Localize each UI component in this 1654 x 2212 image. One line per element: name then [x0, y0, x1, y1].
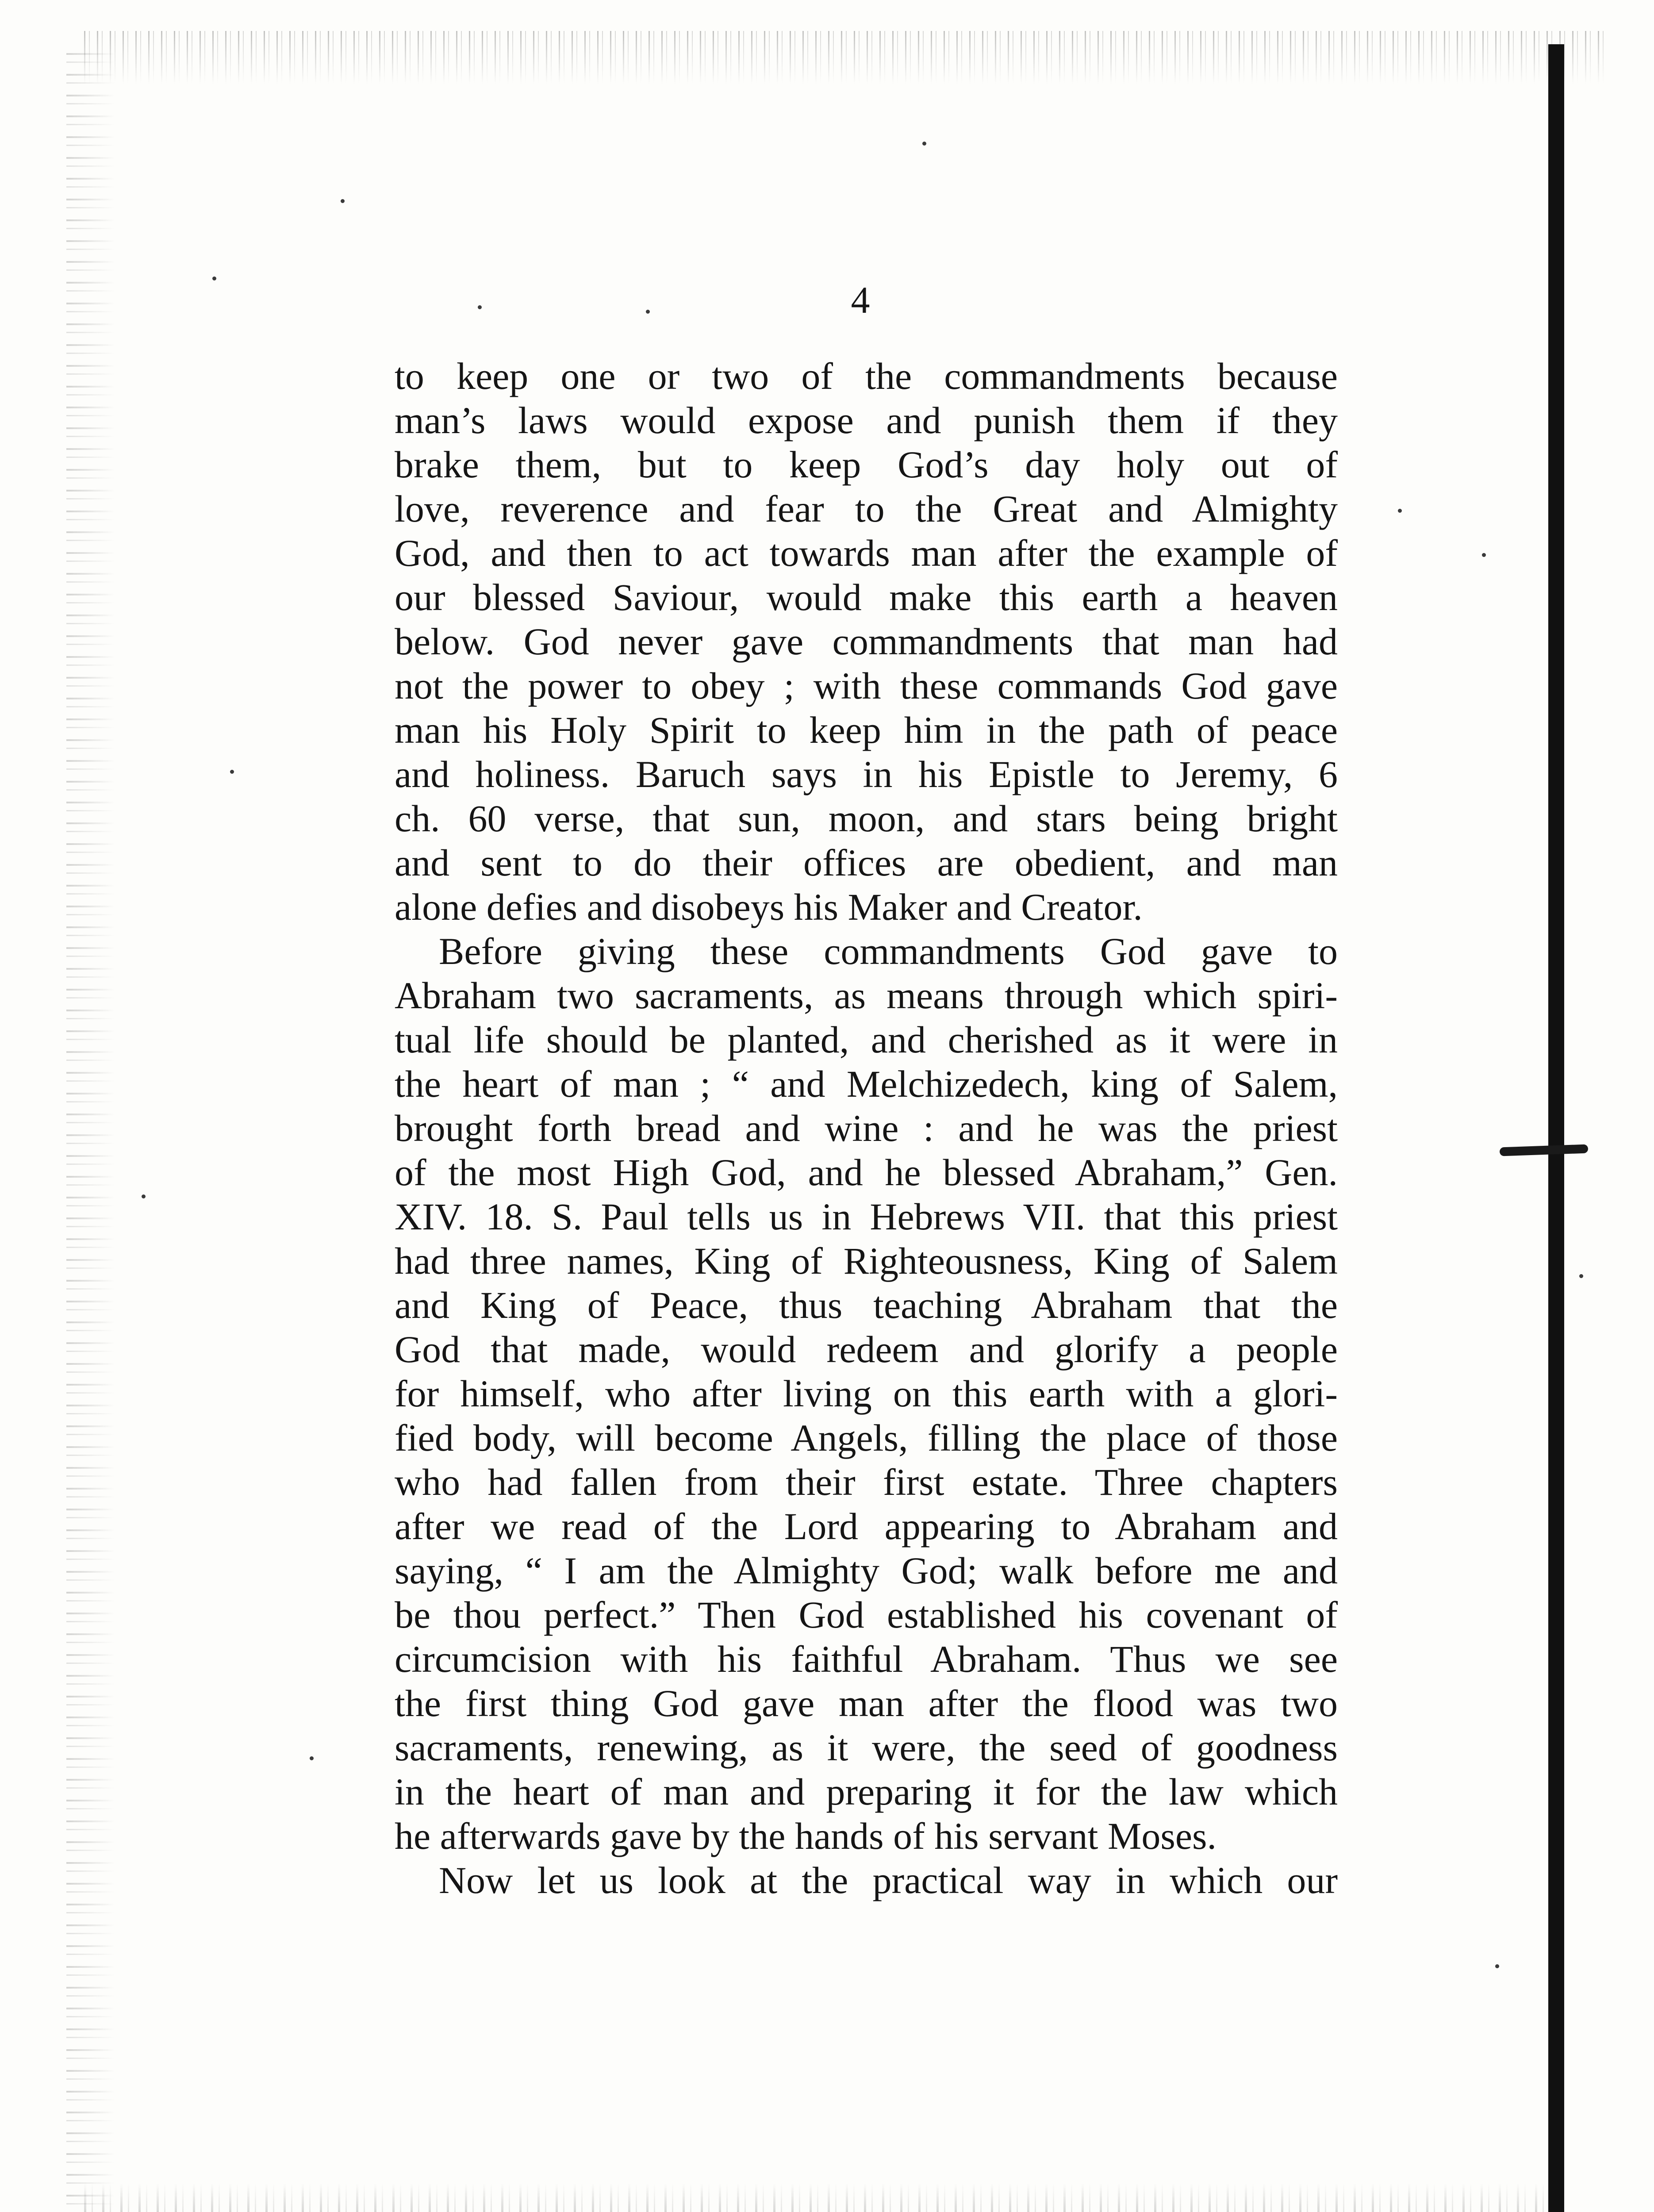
scan-speck: [646, 310, 650, 314]
binding-gutter-mark: [1500, 1144, 1589, 1156]
text-line: alone defies and disobeys his Maker and Creator.: [395, 886, 1143, 928]
text-line: fied body, will become Angels, filling the place of those: [395, 1417, 1338, 1459]
text-line: brake them, but to keep God’s day holy out of: [395, 443, 1338, 486]
text-line: he afterwards gave by the hands of his servant Moses.: [395, 1815, 1217, 1857]
text-line: to keep one or two of the commandments because: [395, 355, 1338, 397]
text-line: after we read of the Lord appearing to Abraham and: [395, 1505, 1338, 1548]
scan-speck: [1482, 553, 1486, 557]
page-number: 4: [851, 279, 870, 321]
text-line: and holiness. Baruch says in his Epistle to Jeremy, 6: [395, 753, 1338, 795]
text-line: XIV. 18. S. Paul tells us in Hebrews VII. that this priest: [395, 1195, 1338, 1238]
text-line: love, reverence and fear to the Great and Almighty: [395, 488, 1338, 530]
text-line: Before giving these commandments God gave to: [439, 930, 1338, 972]
text-line: and King of Peace, thus teaching Abraham that the: [395, 1284, 1338, 1326]
scan-noise-top: [84, 31, 1610, 84]
scan-speck: [1579, 1274, 1583, 1278]
text-line: the first thing God gave man after the flood was two: [395, 1682, 1338, 1724]
text-line: man his Holy Spirit to keep him in the path of peace: [395, 709, 1338, 751]
text-line: be thou perfect.” Then God established his covenant of: [395, 1594, 1338, 1636]
text-line: for himself, who after living on this earth with a glori-: [395, 1372, 1338, 1415]
text-line: who had fallen from their first estate. Three chapters: [395, 1461, 1338, 1503]
text-line: our blessed Saviour, would make this earth a heaven: [395, 576, 1338, 618]
text-line: saying, “ I am the Almighty God; walk before me and: [395, 1549, 1338, 1592]
text-line: below. God never gave commandments that man had: [395, 620, 1338, 663]
text-line: brought forth bread and wine : and he was the priest: [395, 1107, 1338, 1149]
scan-speck: [341, 199, 345, 203]
text-line: God that made, would redeem and glorify a people: [395, 1328, 1338, 1371]
text-line: had three names, King of Righteousness, King of Salem: [395, 1240, 1338, 1282]
text-line: ch. 60 verse, that sun, moon, and stars being bright: [395, 797, 1338, 840]
scan-speck: [1398, 509, 1402, 513]
scan-speck: [142, 1194, 146, 1198]
text-line: Abraham two sacraments, as means through which spiri-: [395, 974, 1338, 1017]
text-line: the heart of man ; “ and Melchizedech, king of Salem,: [395, 1063, 1338, 1105]
text-line: circumcision with his faithful Abraham. Thus we see: [395, 1638, 1338, 1680]
text-line: not the power to obey ; with these commands God gave: [395, 664, 1338, 707]
scan-speck: [212, 276, 216, 280]
scan-speck: [1495, 1964, 1499, 1968]
text-line: sacraments, renewing, as it were, the seed of goodness: [395, 1726, 1338, 1769]
text-line: and sent to do their offices are obedient, and man: [395, 841, 1338, 884]
body-text: [395, 354, 1338, 1902]
scan-speck: [310, 1756, 314, 1760]
scan-noise-bottom: [84, 2183, 1544, 2212]
scan-speck: [478, 305, 482, 309]
scan-noise-left: [66, 53, 115, 2212]
text-line: in the heart of man and preparing it for the law which: [395, 1770, 1338, 1813]
binding-gutter-shadow: [1548, 44, 1564, 2212]
scan-speck: [230, 770, 234, 774]
text-line: tual life should be planted, and cherished as it were in: [395, 1018, 1338, 1061]
text-line: man’s laws would expose and punish them if they: [395, 399, 1338, 442]
text-line: God, and then to act towards man after the example of: [395, 532, 1338, 574]
scan-speck: [922, 142, 926, 146]
text-line: of the most High God, and he blessed Abraham,” Gen.: [395, 1151, 1338, 1194]
text-line: Now let us look at the practical way in which our: [439, 1859, 1338, 1901]
